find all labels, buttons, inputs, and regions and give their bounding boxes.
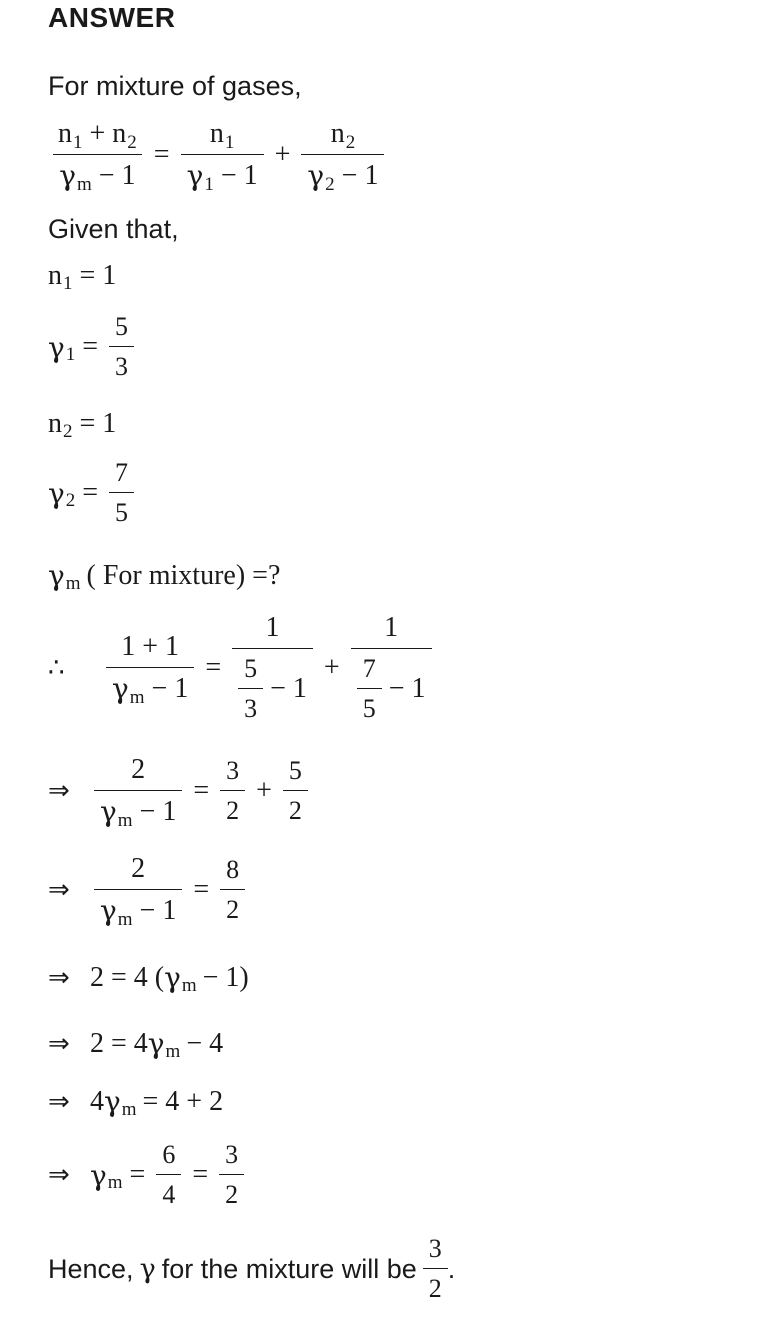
- formula-term1-fraction: n 1 γ 1 − 1: [181, 120, 264, 190]
- implies-symbol: ⇒: [48, 1160, 70, 1190]
- given-gamma1: γ 1 = $\frac{5}{3}$: [48, 314, 138, 380]
- step-7: ⇒ γ m = $\frac{6}{4}$ = $\frac{3}{2}$: [48, 1142, 248, 1208]
- given-n1: n 1 = 1: [48, 260, 117, 294]
- mixture-formula: n 1 + n 2 γ m − 1 = n 1 γ 1 − 1 + n 2 γ 2 − 1: [48, 120, 388, 190]
- given-gamma2: γ 2 = $\frac{7}{5}$: [48, 460, 138, 526]
- mixture-unknown: γ m ( For mixture) =?: [48, 559, 281, 594]
- step-5: ⇒ 2 = 4 γ m − 4: [48, 1027, 224, 1062]
- implies-symbol: ⇒: [48, 875, 70, 905]
- answer-heading: ANSWER: [48, 2, 176, 33]
- step-4: ⇒ 2 = 4 ( γ m − 1): [48, 961, 249, 996]
- therefore-symbol: ∴: [48, 653, 65, 683]
- formula-lhs-fraction: n 1 + n 2 γ m − 1: [52, 120, 143, 190]
- implies-symbol: ⇒: [48, 1086, 70, 1117]
- given-label: Given that,: [48, 214, 179, 244]
- step-6: ⇒ 4 γ m = 4 + 2: [48, 1085, 224, 1120]
- implies-symbol: ⇒: [48, 1028, 70, 1059]
- step-3: ⇒ 2 γ m − 1 = $\frac{8}{2}$: [48, 855, 249, 925]
- step-1: ∴ 1 + 1 γ m − 1 = 1 $\frac{5}{3}$ − 1 + 1 $\frac{7}{5}$ − 1: [48, 614, 436, 722]
- step-2: ⇒ 2 γ m − 1 = $\frac{3}{2}$ + $\frac{5}{2}$: [48, 756, 312, 826]
- implies-symbol: ⇒: [48, 962, 70, 993]
- formula-term2-fraction: n 2 γ 2 − 1: [301, 120, 384, 190]
- conclusion: Hence, γ for the mixture will be $\frac{3}{2}$ .: [48, 1234, 456, 1303]
- intro-text: For mixture of gases,: [48, 71, 302, 101]
- given-n2: n 2 = 1: [48, 408, 117, 442]
- implies-symbol: ⇒: [48, 776, 70, 806]
